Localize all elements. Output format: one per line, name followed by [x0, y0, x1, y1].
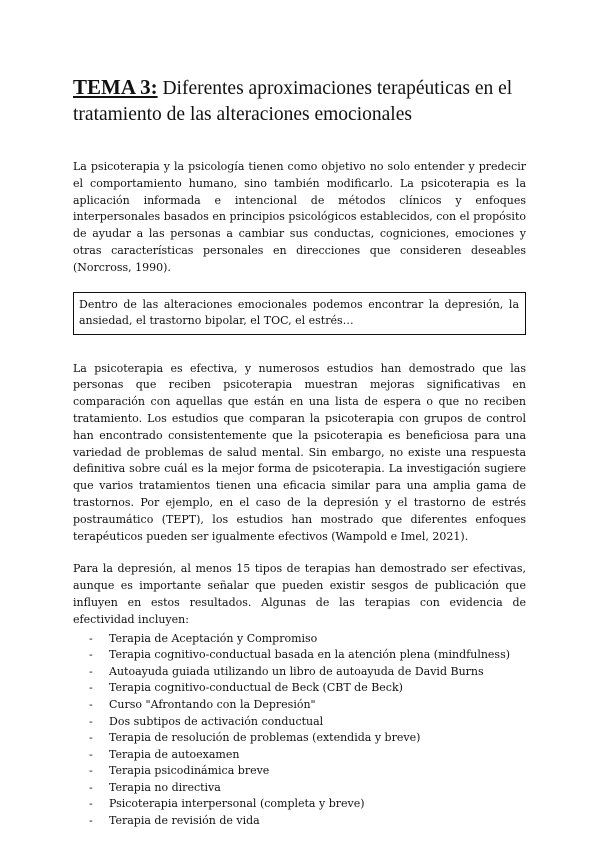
title-prefix: TEMA 3:	[73, 75, 158, 99]
effectiveness-paragraph: La psicoterapia es efectiva, y numerosos estudios han demostrado que las personas que reciben psicoterapia muestran mejoras significativas en comparación con aquellas que están en una lista de espera o que no reciben tratamiento. Los estudios que comparan la psicoterapia con grupos de control han encontrado consistentemente que la psicoterapia es beneficiosa para una variedad de problemas de salud mental. Sin embargo, no existe una respuesta definitiva sobre cuál es la mejor forma de psicoterapia. La investigación sugiere que varios tratamientos tienen una eficacia similar para una amplia gama de trastornos. Por ejemplo, en el caso de la depresión y el trastorno de estrés postraumático (TEPT), los estudios han mostrado que diferentes enfoques terapéuticos pueden ser igualmente efectivos (Wampold e Imel, 2021).	[73, 361, 526, 543]
depression-paragraph: Para la depresión, al menos 15 tipos de terapias han demostrado ser efectivas, aunque es importante señalar que pueden existir sesgos de publicación que influyen en estos resultados. Algunas de las terapias con evidencia de efectividad incluyen:	[73, 562, 526, 626]
bullet-dash: -	[89, 681, 93, 695]
list-item-text: Terapia no directiva	[109, 780, 221, 794]
therapy-list	[73, 631, 526, 830]
list-item-text: Terapia de Aceptación y Compromiso	[109, 631, 318, 645]
list-item-text: Dos subtipos de activación conductual	[109, 714, 324, 728]
bullet-dash: -	[89, 714, 93, 728]
list-item-text: Autoayuda guiada utilizando un libro de autoayuda de David Burns	[109, 664, 484, 678]
list-item-text: Terapia cognitivo-conductual de Beck (CBT de Beck)	[109, 681, 403, 695]
bullet-dash: -	[89, 814, 93, 828]
note-box: Dentro de las alteraciones emocionales podemos encontrar la depresión, la ansiedad, el trastorno bipolar, el TOC, el estrés…	[73, 292, 526, 335]
list-item-text: Curso "Afrontando con la Depresión"	[109, 697, 316, 711]
list-item	[73, 680, 526, 697]
bullet-dash: -	[89, 780, 93, 794]
list-item	[73, 763, 526, 780]
title-text: Diferentes aproximaciones terapéuticas en el tratamiento de las alteraciones emocionales	[73, 78, 513, 125]
list-item-text: Terapia cognitivo-conductual basada en la atención plena (mindfulness)	[109, 648, 511, 662]
list-item-text: Terapia de revisión de vida	[109, 814, 260, 828]
list-item-text: Terapia de resolución de problemas (extendida y breve)	[109, 731, 421, 745]
list-item-text: Psicoterapia interpersonal (completa y breve)	[109, 797, 365, 811]
page-title	[73, 74, 526, 128]
list-item	[73, 714, 526, 731]
list-item-text: Terapia de autoexamen	[109, 747, 240, 761]
intro-paragraph: La psicoterapia y la psicología tienen como objetivo no solo entender y predecir el comportamiento humano, sino también modificarlo. La psicoterapia es la aplicación informada e intencional de métodos clínicos y enfoques interpersonales basados en principios psicológicos establecidos, con el propósito de ayudar a las personas a cambiar sus conductas, cogniciones, emociones y otras características personales en direcciones que consideren deseables (Norcross, 1990).	[73, 160, 526, 274]
bullet-dash: -	[89, 648, 93, 662]
bullet-dash: -	[89, 747, 93, 761]
list-item	[73, 631, 526, 648]
list-item	[73, 664, 526, 681]
list-item-text: Terapia psicodinámica breve	[109, 764, 270, 778]
list-item	[73, 647, 526, 664]
list-item	[73, 747, 526, 764]
list-item	[73, 780, 526, 797]
bullet-dash: -	[89, 764, 93, 778]
bullet-dash: -	[89, 797, 93, 811]
bullet-dash: -	[89, 731, 93, 745]
document-page	[73, 74, 526, 830]
bullet-dash: -	[89, 664, 93, 678]
bullet-dash: -	[89, 631, 93, 645]
list-item	[73, 796, 526, 813]
bullet-dash: -	[89, 697, 93, 711]
list-item	[73, 813, 526, 830]
list-item	[73, 730, 526, 747]
list-item	[73, 697, 526, 714]
